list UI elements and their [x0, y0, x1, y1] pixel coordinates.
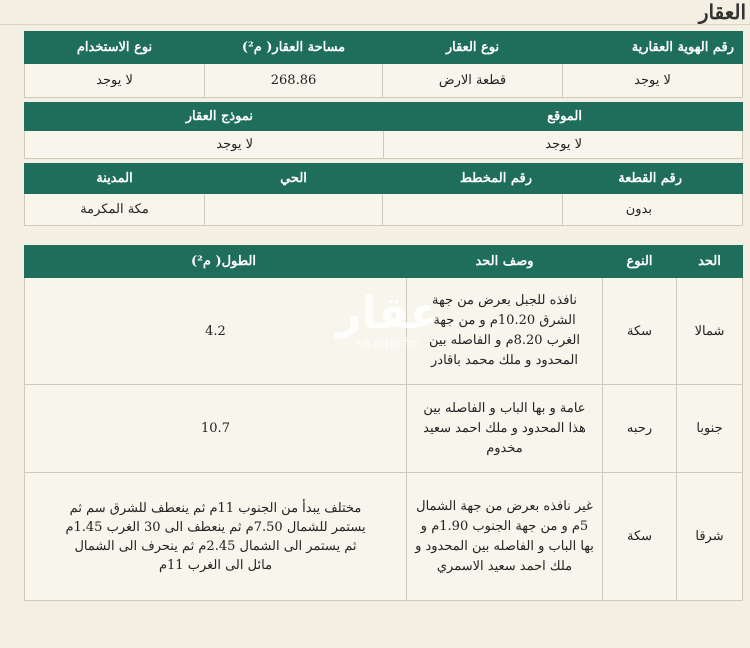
length-north: 4.2	[25, 278, 407, 385]
value-property-model: لا يوجد	[25, 131, 384, 159]
header-description: وصف الحد	[407, 246, 603, 278]
kind-east: سكة	[603, 473, 677, 601]
kind-south: رحبه	[603, 385, 677, 473]
property-table-3	[24, 163, 743, 226]
desc-north: نافذه للجبل بعرض من جهة الشرق 10.20م و من جهة الغرب 8.20م و الفاصله بين المحدود و ملك محمد باقادر	[407, 278, 603, 385]
length-south: 10.7	[25, 385, 407, 473]
desc-south: عامة و بها الباب و الفاصله بين هذا المحدود و ملك احمد سعيد مخدوم	[407, 385, 603, 473]
header-usage-type: نوع الاستخدام	[25, 32, 205, 64]
header-location: الموقع	[384, 103, 743, 131]
header-kind: النوع	[603, 246, 677, 278]
header-parcel-number: رقم القطعة	[563, 164, 743, 194]
watermark-logo-text: عقار	[336, 288, 440, 339]
table-row	[25, 385, 743, 473]
header-property-model: نموذج العقار	[25, 103, 384, 131]
property-table-1	[24, 31, 743, 98]
boundaries-table	[24, 245, 743, 601]
header-district: الحي	[205, 164, 383, 194]
value-district	[205, 194, 383, 226]
boundary-north: شمالا	[677, 278, 743, 385]
title-divider	[0, 24, 750, 25]
value-property-type: قطعة الارض	[383, 64, 563, 98]
boundary-south: جنوبا	[677, 385, 743, 473]
value-property-id: لا يوجد	[563, 64, 743, 98]
property-table-2	[24, 102, 743, 159]
value-plan-number	[383, 194, 563, 226]
value-city: مكة المكرمة	[25, 194, 205, 226]
header-property-type: نوع العقار	[383, 32, 563, 64]
header-property-area: مساحة العقار( م²)	[205, 32, 383, 64]
table-row	[25, 473, 743, 601]
section-title: العقار	[698, 0, 746, 24]
header-property-id: رقم الهوية العقارية	[563, 32, 743, 64]
kind-north: سكة	[603, 278, 677, 385]
value-usage-type: لا يوجد	[25, 64, 205, 98]
header-city: المدينة	[25, 164, 205, 194]
header-plan-number: رقم المخطط	[383, 164, 563, 194]
table-row	[25, 278, 743, 385]
header-boundary: الحد	[677, 246, 743, 278]
value-property-area: 268.86	[205, 64, 383, 98]
boundary-east: شرقا	[677, 473, 743, 601]
value-parcel-number: بدون	[563, 194, 743, 226]
desc-east: غير نافذه بعرض من جهة الشمال 5م و من جهة الجنوب 1.90م و بها الباب و الفاصله بين المحدود و ملك احمد سعيد الاسمري	[407, 473, 603, 601]
header-length: الطول( م²)	[25, 246, 407, 278]
length-east: مختلف يبدأ من الجنوب 11م ثم ينعطف للشرق سم ثم يستمر للشمال 7.50م ثم ينعطف الى 30 الغرب 1.45م ثم يستمر الى الشمال 2.45م ثم ينحرف الى الشمال مائل الى الغرب 11م	[25, 473, 407, 601]
value-location: لا يوجد	[384, 131, 743, 159]
watermark-site: sa.aqar.fm	[356, 336, 420, 350]
